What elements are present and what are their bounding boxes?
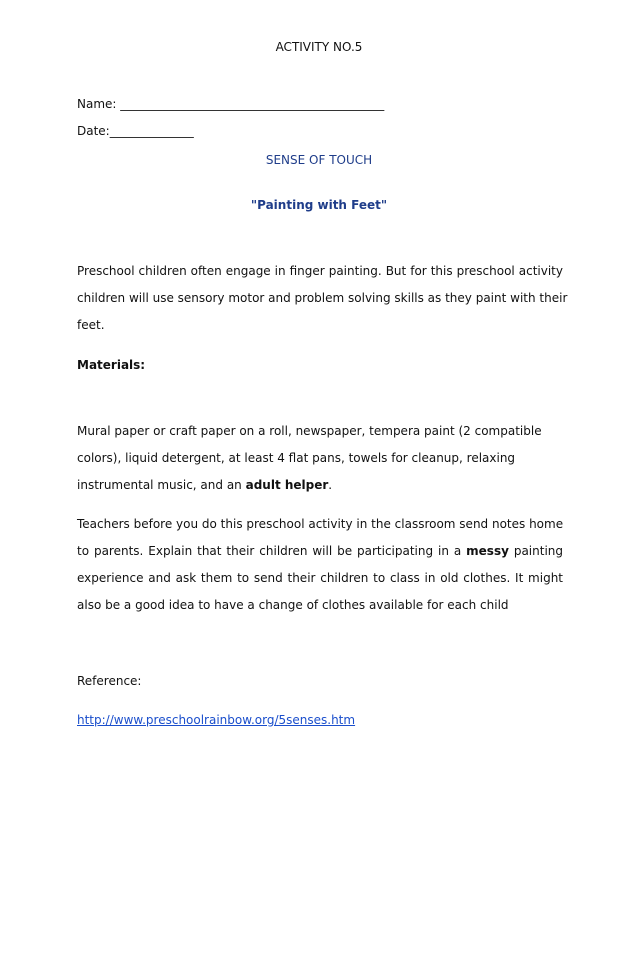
materials-line-1: Mural paper or craft paper on a roll, newspaper, tempera paint (2 compatible [77, 424, 542, 438]
teachers-line-1: Teachers before you do this preschool activity in the classroom send notes home [77, 517, 564, 531]
intro-line-1: Preschool children often engage in finger painting. But for this preschool activity [77, 264, 563, 278]
teachers-line-2-prefix: to parents. Explain that their children will be participating in a [77, 544, 467, 558]
teachers-line-2 [77, 544, 563, 558]
teachers-line-2-suffix: painting [508, 544, 563, 558]
materials-line-3 [77, 478, 332, 492]
materials-line-2: colors), liquid detergent, at least 4 flat pans, towels for cleanup, relaxing [77, 451, 516, 465]
date-field-label: Date:______________ [77, 124, 194, 138]
intro-line-2: children will use sensory motor and problem solving skills as they paint with their [77, 291, 568, 305]
topic-heading: SENSE OF TOUCH [265, 153, 373, 167]
materials-label: Materials: [77, 358, 146, 372]
adult-helper-emphasis: adult helper [245, 478, 329, 492]
activity-subtitle: "Painting with Feet" [250, 198, 388, 212]
materials-line-3-prefix: instrumental music, and an [77, 478, 246, 492]
reference-link[interactable]: http://www.preschoolrainbow.org/5senses.htm [77, 713, 356, 727]
reference-label: Reference: [77, 674, 142, 688]
intro-line-3: feet. [77, 318, 105, 332]
name-field-label: Name: ____________________________________________ [77, 97, 385, 111]
teachers-line-3: experience and ask them to send their children to class in old clothes. It might [77, 571, 563, 585]
messy-emphasis: messy [466, 544, 509, 558]
activity-title: ACTIVITY NO.5 [275, 40, 363, 54]
reference-link-container [77, 713, 355, 727]
materials-line-3-suffix: . [328, 478, 333, 492]
teachers-line-4: also be a good idea to have a change of clothes available for each child [77, 598, 509, 612]
